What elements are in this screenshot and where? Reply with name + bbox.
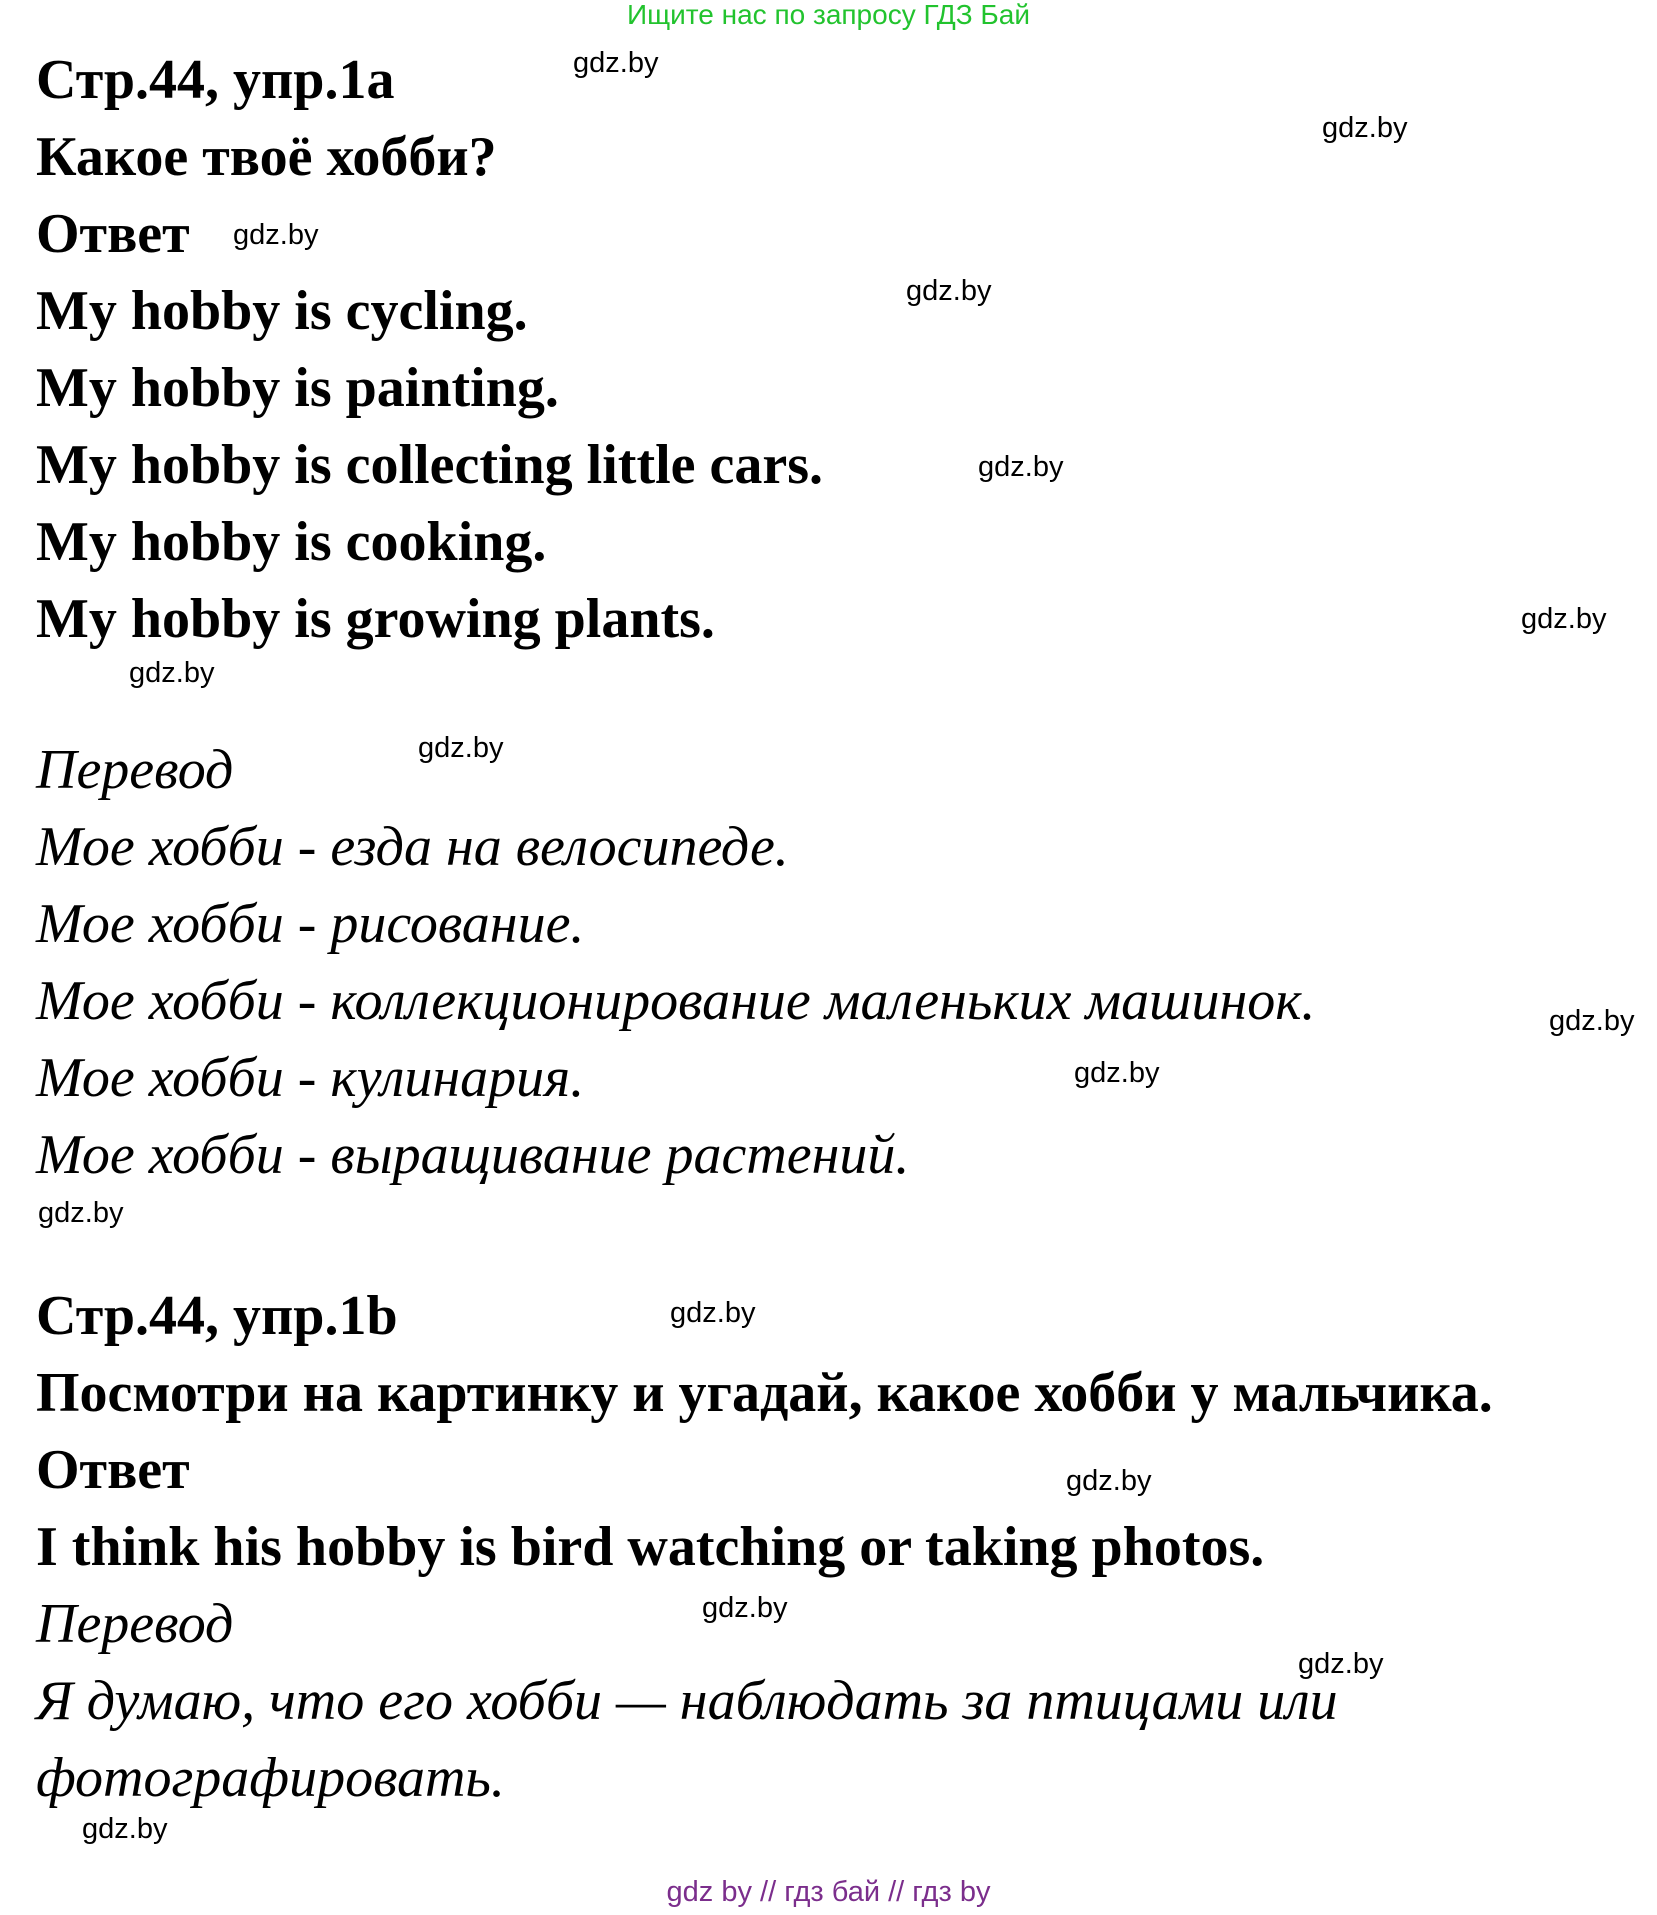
watermark: gdz.by bbox=[1066, 1465, 1152, 1497]
section1-answer-3: My hobby is collecting little cars. bbox=[36, 434, 824, 496]
section2-heading: Стр.44, упр.1b bbox=[36, 1285, 398, 1347]
watermark: gdz.by bbox=[1074, 1057, 1160, 1089]
watermark: gdz.by bbox=[906, 275, 992, 307]
footer-links: gdz by // гдз бай // гдз by bbox=[666, 1876, 991, 1908]
watermark: gdz.by bbox=[233, 219, 319, 251]
watermark: gdz.by bbox=[1322, 112, 1408, 144]
section2-answer: I think his hobby is bird watching or taking photos. bbox=[36, 1516, 1265, 1578]
section1-answer-5: My hobby is growing plants. bbox=[36, 588, 715, 650]
section1-heading: Стр.44, упр.1a bbox=[36, 49, 395, 111]
watermark: gdz.by bbox=[670, 1297, 756, 1329]
section2-answer-label: Ответ bbox=[36, 1439, 190, 1501]
watermark: gdz.by bbox=[1298, 1648, 1384, 1680]
watermark: gdz.by bbox=[573, 47, 659, 79]
watermark: gdz.by bbox=[978, 451, 1064, 483]
section1-answer-4: My hobby is cooking. bbox=[36, 511, 547, 573]
watermark: gdz.by bbox=[702, 1592, 788, 1624]
section1-translation-3: Мое хобби - коллекционирование маленьких машинок. bbox=[36, 970, 1316, 1032]
section1-translation-5: Мое хобби - выращивание растений. bbox=[36, 1124, 910, 1186]
section2-translation-line-1: Я думаю, что его хобби — наблюдать за птицами или bbox=[36, 1670, 1338, 1732]
watermark: gdz.by bbox=[418, 732, 504, 764]
section1-translation-4: Мое хобби - кулинария. bbox=[36, 1047, 585, 1109]
watermark: gdz.by bbox=[1521, 603, 1607, 635]
watermark: gdz.by bbox=[38, 1197, 124, 1229]
section1-answer-1: My hobby is cycling. bbox=[36, 280, 528, 342]
section2-translation-label: Перевод bbox=[36, 1593, 234, 1655]
section1-task: Какое твоё хобби? bbox=[36, 126, 497, 188]
section1-translation-1: Мое хобби - езда на велосипеде. bbox=[36, 816, 789, 878]
section2-translation-line-2: фотографировать. bbox=[36, 1747, 505, 1809]
section1-translation-2: Мое хобби - рисование. bbox=[36, 893, 585, 955]
section1-answer-2: My hobby is painting. bbox=[36, 357, 559, 419]
top-banner: Ищите нас по запросу ГДЗ Бай bbox=[626, 0, 1031, 30]
section1-answer-label: Ответ bbox=[36, 203, 190, 265]
watermark: gdz.by bbox=[129, 657, 215, 689]
section1-translation-label: Перевод bbox=[36, 739, 234, 801]
watermark: gdz.by bbox=[1549, 1005, 1635, 1037]
watermark: gdz.by bbox=[82, 1813, 168, 1845]
section2-task: Посмотри на картинку и угадай, какое хобби у мальчика. bbox=[36, 1362, 1493, 1424]
